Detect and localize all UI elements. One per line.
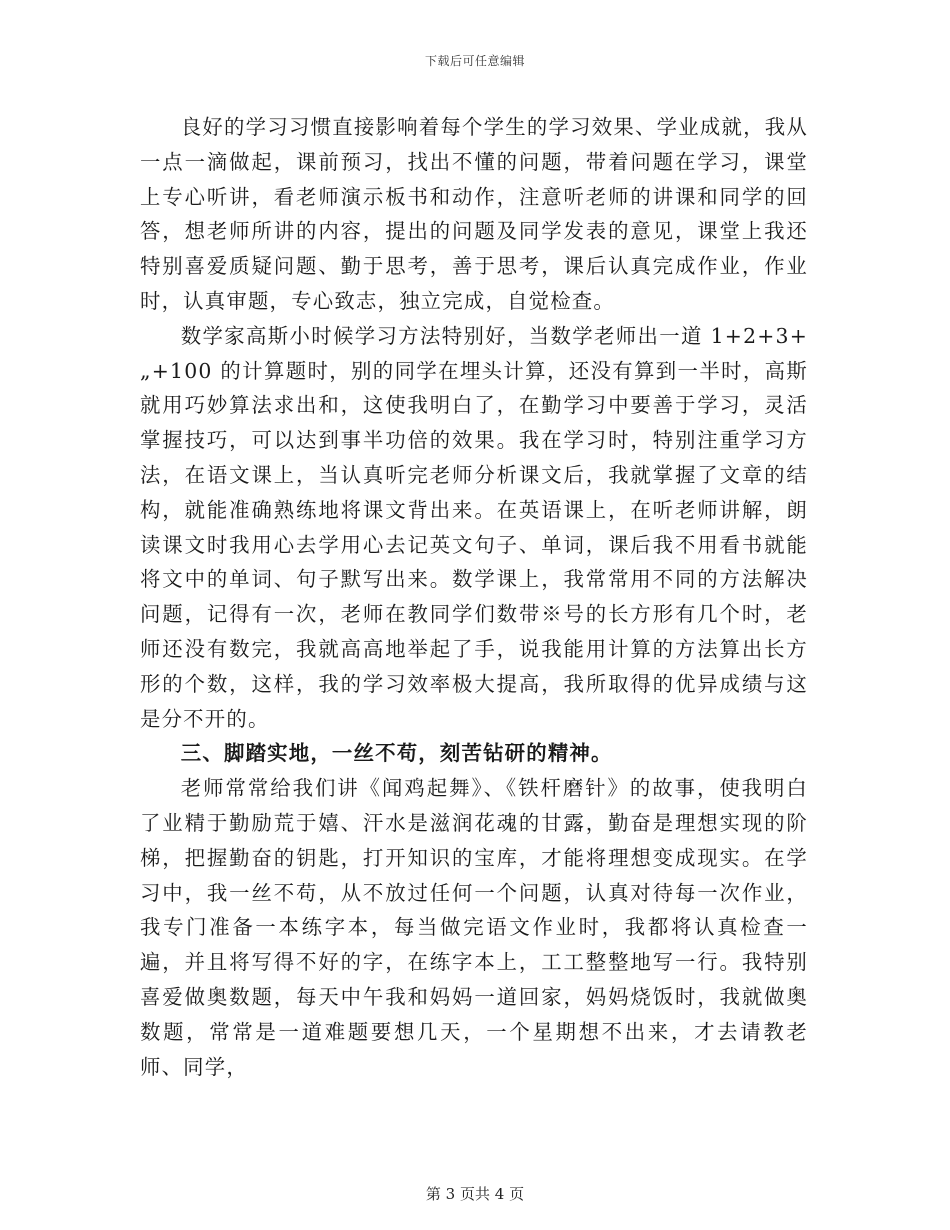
paragraph-study-method: 数学家高斯小时候学习方法特别好，当数学老师出一道 1+2+3+„+100 的计算题时，别的同学在埋头计算，还没有算到一半时，高斯就用巧妙算法求出和，这使我明白了，在勤学习中要善于学习，灵活掌握技巧，可以达到事半功倍的效果。我在学习时，特别注重学习方法，在语文课上，当认真听完老师分析课文后，我就掌握了文章的结构，就能准确熟练地将课文背出来。在英语课上，在听老师讲解，朗读课文时我用心去学用心去记英文句子、单词，课后我不用看书就能将文中的单词、句子默写出来。数学课上，我常常用不同的方法解决问题，记得有一次，老师在教同学们数带※号的长方形有几个时，老师还没有数完，我就高高地举起了手，说我能用计算的方法算出长方形的个数，这样，我的学习效率极大提高，我所取得的优异成绩与这是分不开的。: [140, 323, 808, 731]
page-header: 下载后可任意编辑: [424, 54, 525, 68]
paragraph-diligence: 老师常常给我们讲《闻鸡起舞》、《铁杆磨针》的故事，使我明白了业精于勤励荒于嬉、汗水是滋润花魂的甘露，勤奋是理想实现的阶梯，把握勤奋的钥匙，打开知识的宝库，才能将理想变成现实。在学习中，我一丝不苟，从不放过任何一个问题，认真对待每一次作业，我专门准备一本练字本，每当做完语文作业时，我都将认真检查一遍，并且将写得不好的字，在练字本上，工工整整地写一行。我特别喜爱做奥数题，每天中午我和妈妈一道回家，妈妈烧饭时，我就做奥数题，常常是一道难题要想几天，一个星期想不出来，才去请教老师、同学，: [140, 776, 808, 1079]
paragraph-study-habits: 良好的学习习惯直接影响着每个学生的学习效果、学业成就，我从一点一滴做起，课前预习，找出不懂的问题，带着问题在学习，课堂上专心听讲，看老师演示板书和动作，注意听老师的讲课和同学的回答，想老师所讲的内容，提出的问题及同学发表的意见，课堂上我还特别喜爱质疑问题、勤于思考，善于思考，课后认真完成作业，作业时，认真审题，专心致志，独立完成，自觉检查。: [140, 115, 808, 313]
document-body: [140, 110, 808, 1084]
page-number: 第 3 页共 4 页: [425, 1185, 525, 1203]
section-heading: 三、脚踏实地，一丝不苟，刻苦钻研的精神。: [180, 741, 613, 766]
